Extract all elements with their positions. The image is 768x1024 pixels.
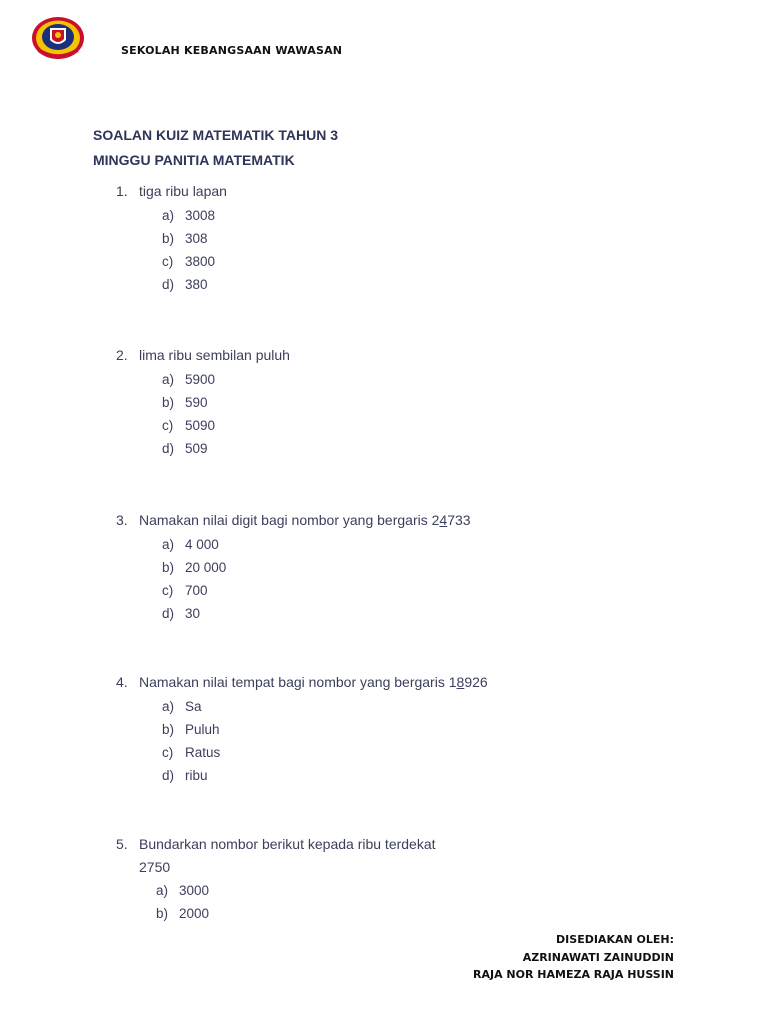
number-after: 926 (464, 674, 488, 690)
question-text: Namakan nilai tempat bagi nombor yang bergaris 18926 (139, 674, 488, 690)
school-name: SEKOLAH KEBANGSAAN WAWASAN (121, 44, 343, 57)
option-d: d) 380 (162, 277, 208, 292)
question-number: 3. (116, 512, 128, 528)
question-5 (116, 834, 436, 925)
title-line-2: MINGGU PANITIA MATEMATIK (93, 152, 295, 168)
option-a: a) 5900 (162, 372, 216, 387)
quiz-title (93, 123, 338, 173)
title-line-1: SOALAN KUIZ MATEMATIK TAHUN 3 (93, 127, 338, 143)
option-c: c) 700 (162, 583, 208, 598)
question-number: 4. (116, 674, 128, 690)
author-1: AZRINAWATI ZAINUDDIN (522, 950, 674, 964)
number-before: 1 (448, 674, 457, 690)
author-2: RAJA NOR HAMEZA RAJA HUSSIN (473, 968, 674, 981)
option-b: b) 20 000 (162, 560, 227, 575)
option-b: b) 590 (162, 395, 208, 410)
underlined-digit: 4 (439, 512, 448, 528)
question-subtext: 2750 (139, 858, 171, 875)
number-after: 733 (447, 512, 471, 528)
prepared-by-label: DISEDIAKAN OLEH: (556, 933, 674, 946)
question-text: tiga ribu lapan (139, 183, 227, 199)
question-2 (116, 345, 290, 460)
option-d: d) 509 (162, 441, 208, 456)
question-number: 1. (116, 183, 128, 199)
option-c: c) Ratus (162, 745, 221, 760)
underlined-digit: 8 (456, 674, 465, 690)
number-before: 2 (431, 512, 440, 528)
option-a: a) 3000 (156, 883, 210, 898)
prepared-by (473, 931, 674, 984)
school-logo (30, 16, 86, 62)
option-b: b) 308 (162, 231, 208, 246)
option-d: d) 30 (162, 606, 201, 621)
option-a: a) 4 000 (162, 537, 219, 552)
option-b: b) Puluh (162, 722, 220, 737)
question-text: Namakan nilai digit bagi nombor yang bergaris 24733 (139, 512, 471, 528)
question-text: lima ribu sembilan puluh (139, 347, 290, 363)
option-a: a) 3008 (162, 208, 216, 223)
question-3 (116, 510, 471, 625)
option-d: d) ribu (162, 768, 208, 783)
question-number: 2. (116, 347, 128, 363)
question-number: 5. (116, 836, 128, 852)
question-4 (116, 672, 488, 787)
question-text: Bundarkan nombor berikut kepada ribu terdekat (139, 836, 436, 852)
option-b: b) 2000 (156, 906, 210, 921)
option-c: c) 3800 (162, 254, 216, 269)
question-1 (116, 181, 227, 296)
option-a: a) Sa (162, 699, 202, 714)
option-c: c) 5090 (162, 418, 216, 433)
